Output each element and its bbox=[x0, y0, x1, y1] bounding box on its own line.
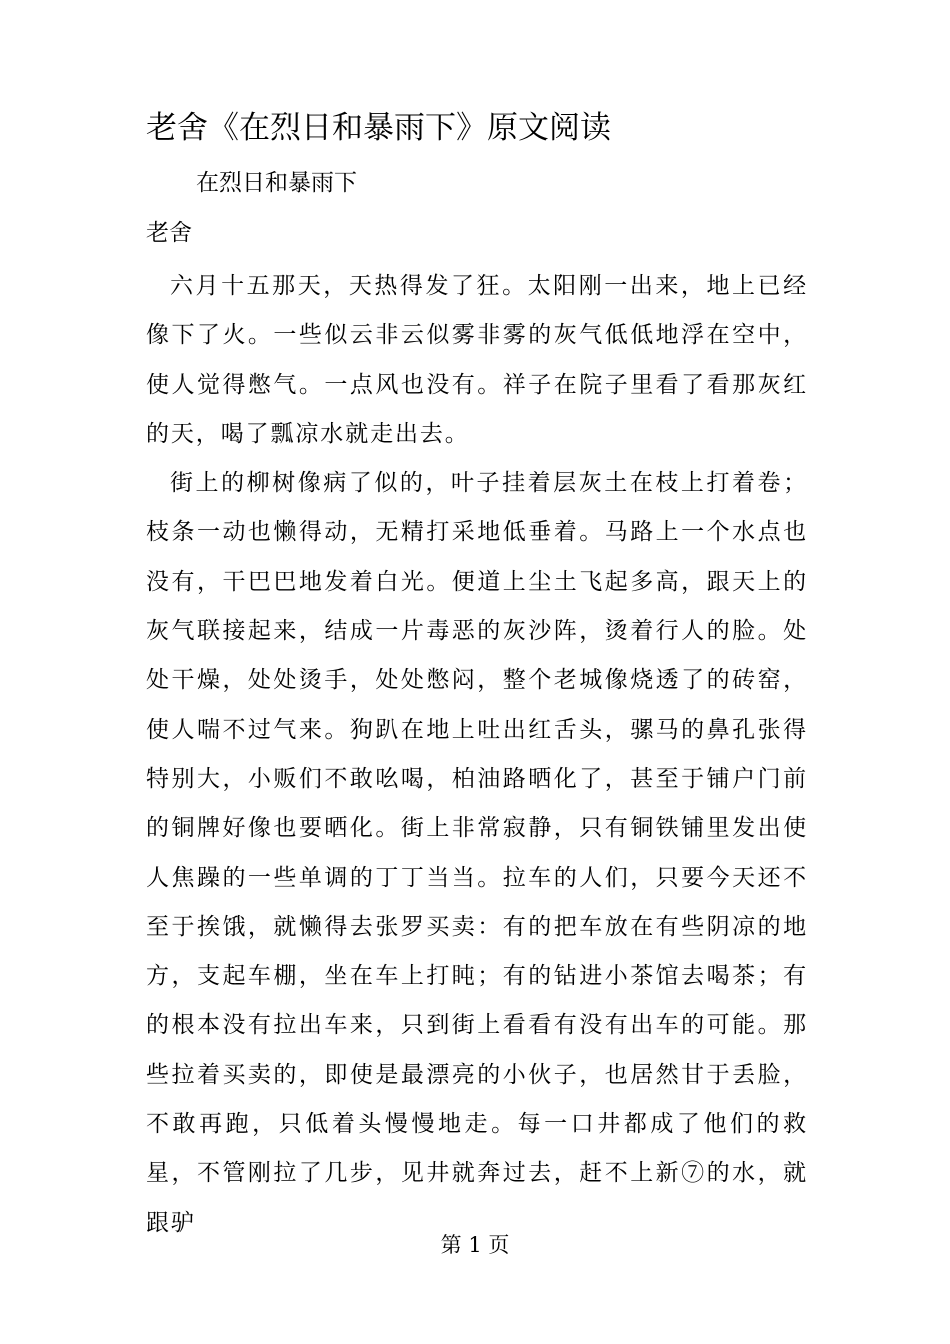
document-title: 老舍《在烈日和暴雨下》原文阅读 bbox=[146, 110, 611, 146]
article-author: 老舍 bbox=[146, 220, 192, 246]
article-subtitle: 在烈日和暴雨下 bbox=[196, 170, 357, 196]
paragraph-2: 街上的柳树像病了似的，叶子挂着层灰土在枝上打着卷；枝条一动也懒得动，无精打采地低垂着。马路上一个水点也没有，干巴巴地发着白光。便道上尘土飞起多高，跟天上的灰气联接起来，结成一片毒恶的灰沙阵，烫着行人的脸。处处干燥，处处烫手，处处憋闷，整个老城像烧透了的砖窑，使人喘不过气来。狗趴在地上吐出红舌头，骡马的鼻孔张得特别大，小贩们不敢吆喝，柏油路晒化了，甚至于铺户门前的铜牌好像也要晒化。街上非常寂静，只有铜铁铺里发出使人焦躁的一些单调的丁丁当当。拉车的人们，只要今天还不至于挨饿，就懒得去张罗买卖：有的把车放在有些阴凉的地方，支起车棚，坐在车上打盹；有的钻进小茶馆去喝茶；有的根本没有拉出车来，只到街上看看有没有出车的可能。那些拉着买卖的，即使是最漂亮的小伙子，也居然甘于丢脸，不敢再跑，只低着头慢慢地走。每一口井都成了他们的救星，不管刚拉了几步，见井就奔过去，赶不上新⑦的水，就跟驴 bbox=[146, 470, 808, 1236]
paragraph-1: 六月十五那天，天热得发了狂。太阳刚一出来，地上已经像下了火。一些似云非云似雾非雾的灰气低低地浮在空中，使人觉得憋气。一点风也没有。祥子在院子里看了看那灰红的天，喝了瓢凉水就走出去。 bbox=[146, 273, 808, 447]
article-body bbox=[146, 262, 808, 1248]
page-number: 第 1 页 bbox=[440, 1233, 510, 1257]
